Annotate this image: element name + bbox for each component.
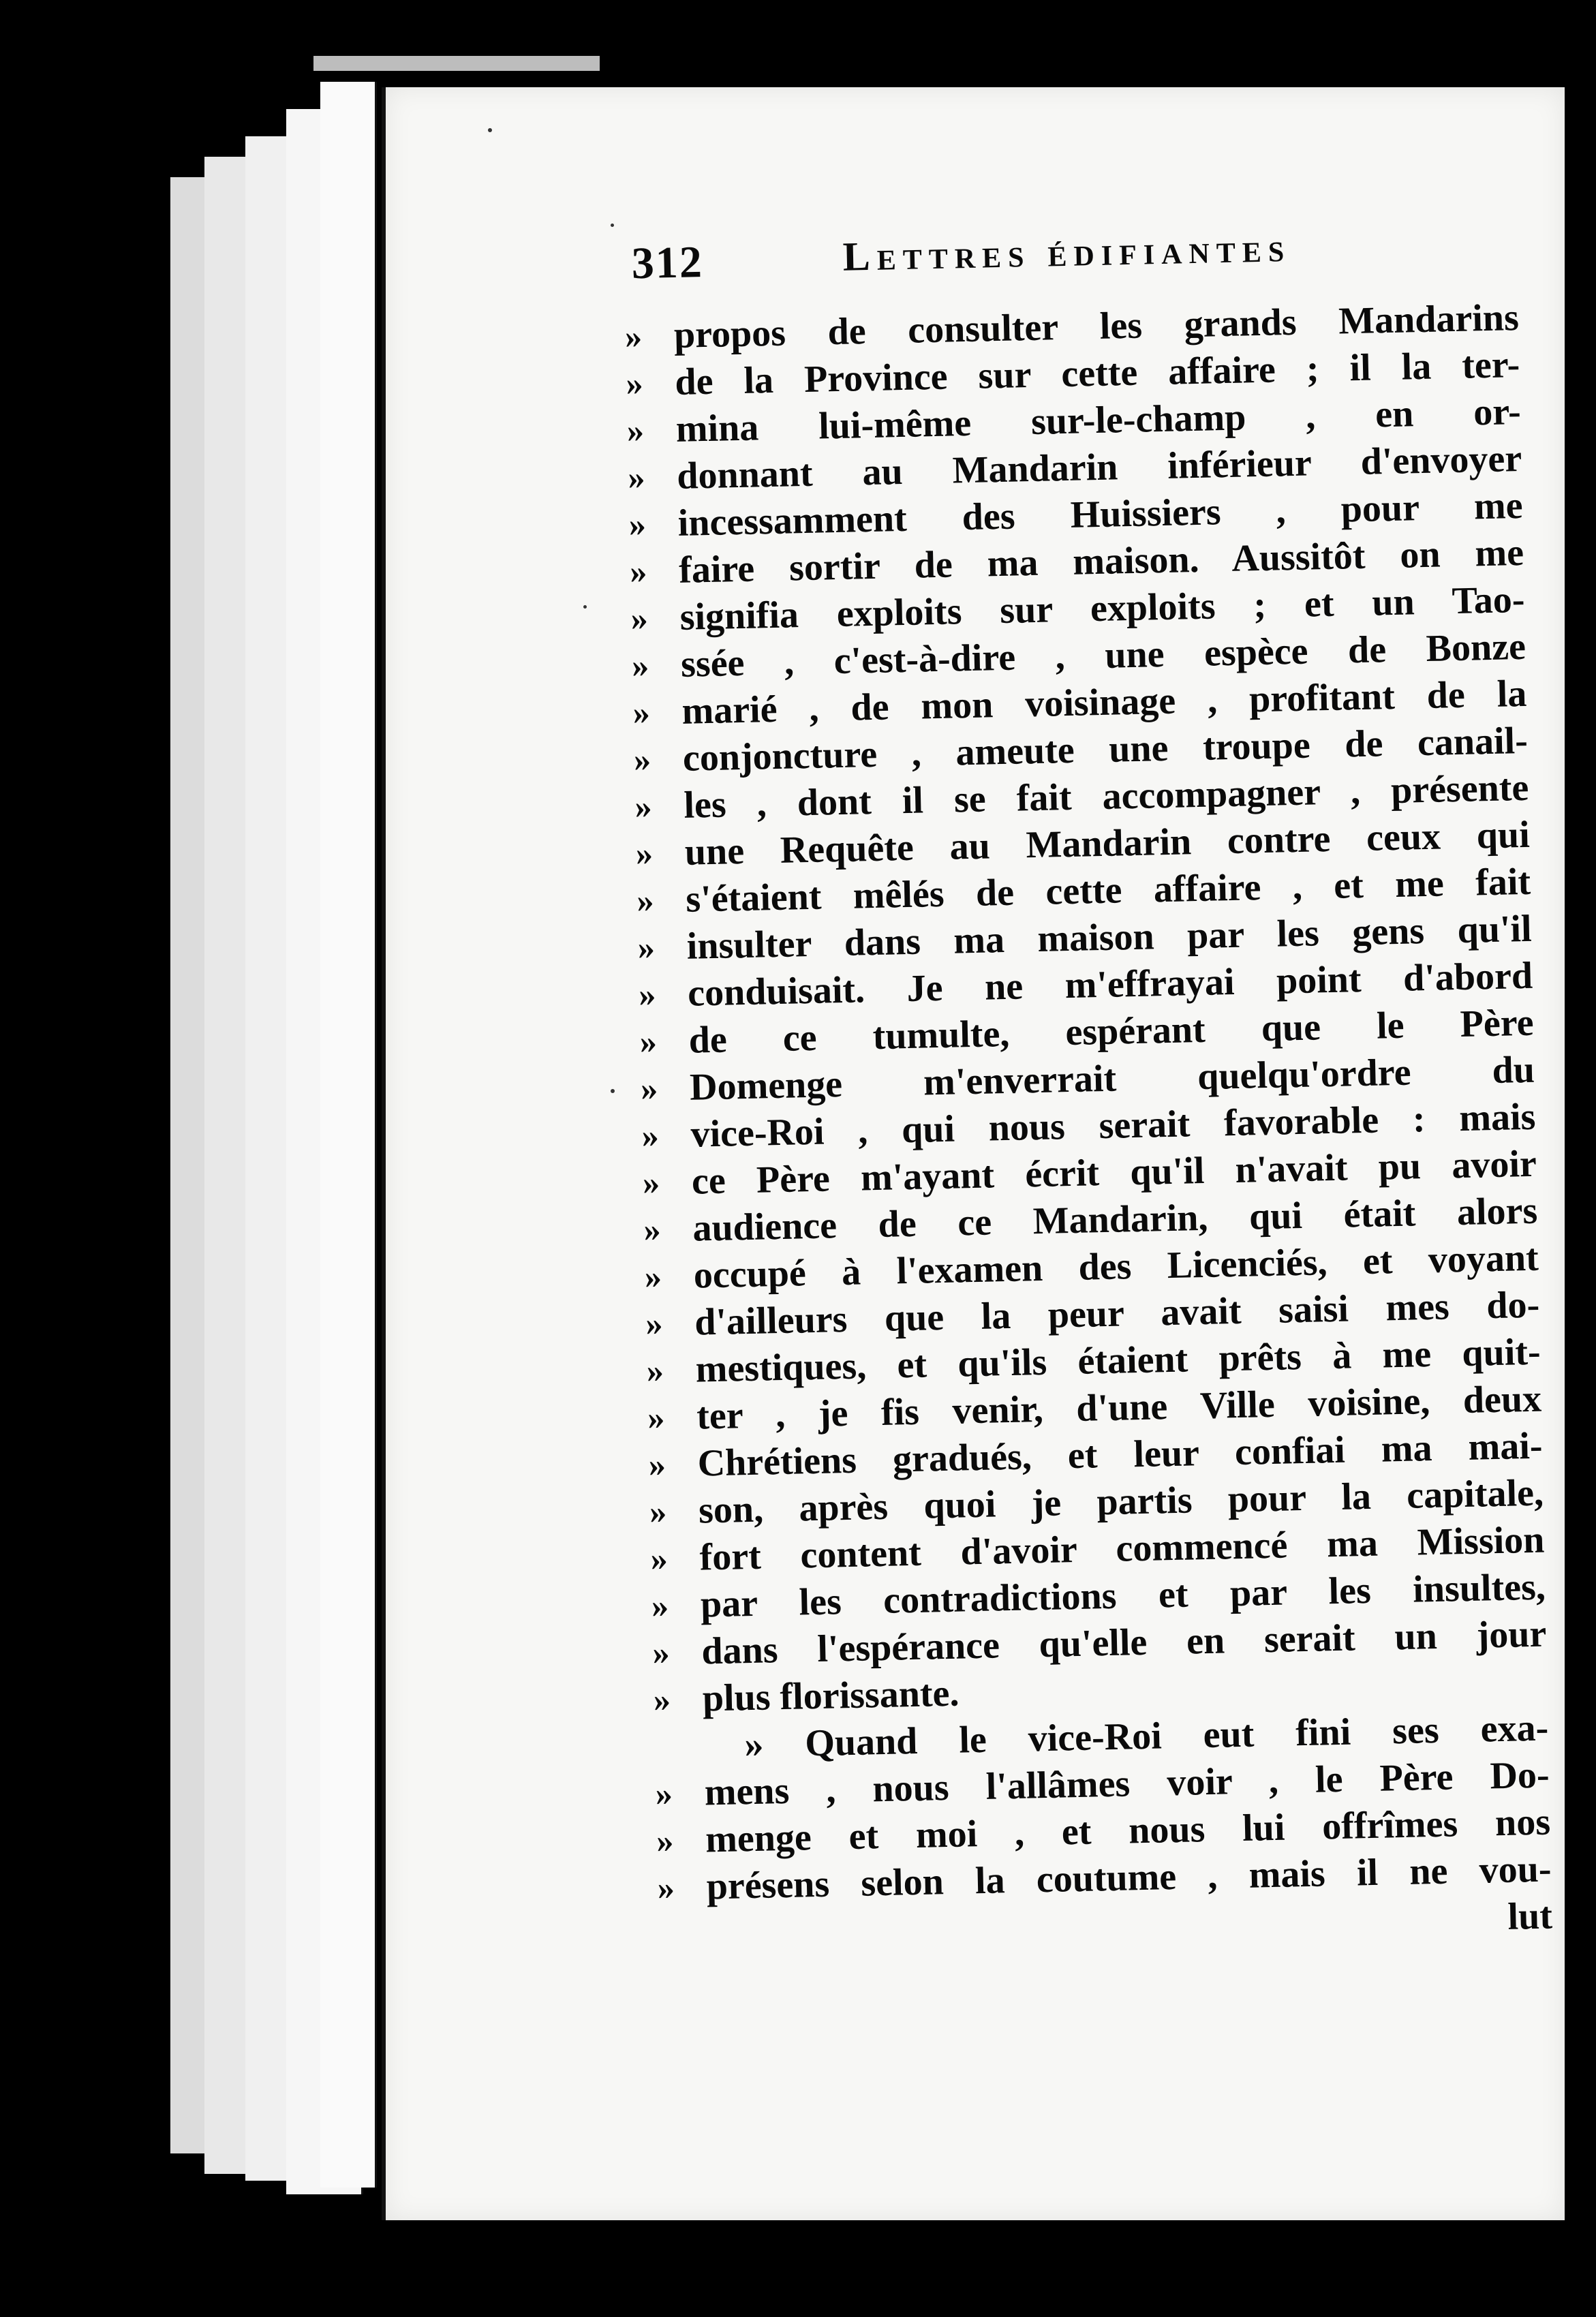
line-text: mina lui-même sur-le-champ , en or- [675, 390, 1522, 450]
quote-mark: » [635, 833, 654, 873]
quote-mark: » [645, 1304, 663, 1343]
page-content [624, 219, 1596, 1958]
quote-mark: » [627, 457, 645, 497]
line-text: ce Père m'ayant écrit qu'il n'avait pu avoir [691, 1142, 1537, 1203]
quote-mark: » [639, 1022, 658, 1061]
quote-mark: » [650, 1539, 669, 1578]
line-text: les , dont il se fait accompagner , présente [683, 766, 1529, 827]
line-text: audience de ce Mandarin, qui était alors [692, 1189, 1538, 1250]
line-text: de la Province sur cette affaire ; il la ter- [674, 343, 1520, 403]
line-text: s'étaient mêlés de cette affaire , et me fait [685, 860, 1531, 921]
quote-mark: » [624, 316, 643, 356]
line-text: mestiques, et qu'ils étaient prêts à me quit- [695, 1330, 1541, 1391]
page-header: Lettres édifiantes [842, 224, 1291, 279]
line-text: plus florissante. [702, 1672, 960, 1720]
line-text: mens , nous l'allâmes voir , le Père Do- [704, 1753, 1550, 1814]
line-text: Chrétiens gradués, et leur confiai ma mai- [697, 1424, 1544, 1485]
quote-mark: » [648, 1445, 666, 1484]
quote-mark: » [657, 1868, 675, 1907]
line-text: conjoncture , ameute une troupe de canail- [682, 719, 1529, 780]
quote-mark: » [625, 363, 644, 403]
line-text: faire sortir de ma maison. Aussitôt on me [678, 531, 1524, 592]
line-text: dans l'espérance qu'elle en serait un jour [701, 1612, 1547, 1673]
quote-mark: » [631, 645, 649, 685]
quote-mark: » [638, 975, 656, 1014]
line-text: menge et moi , et nous lui offrîmes nos [705, 1800, 1551, 1861]
quote-mark: » [643, 1210, 662, 1249]
quote-mark: » [628, 504, 647, 544]
line-text: par les contradictions et par les insultes, [700, 1565, 1546, 1626]
line-text: présens selon la coutume , mais il ne vou- [706, 1847, 1552, 1908]
line-text: donnant au Mandarin inférieur d'envoyer [676, 437, 1522, 497]
quote-mark: » [633, 739, 651, 779]
quote-mark: » [626, 410, 645, 450]
page-edge-top [313, 56, 600, 71]
quote-mark: » [651, 1586, 669, 1625]
quote-mark: » [649, 1492, 667, 1531]
line-text: conduisait. Je ne m'effrayai point d'abord [687, 954, 1533, 1015]
line-text: insulter dans ma maison par les gens qu'il [686, 907, 1533, 968]
page-number: 312 [631, 237, 704, 289]
line-text: de ce tumulte, espérant que le Père [688, 1001, 1535, 1062]
quote-mark: » [653, 1680, 671, 1719]
quote-mark: » [655, 1774, 673, 1813]
body-text [624, 294, 1596, 1958]
quote-mark: » [642, 1163, 660, 1202]
line-text: ter , je fis venir, d'une Ville voisine, deux [696, 1377, 1542, 1438]
line-text: d'ailleurs que la peur avait saisi mes do- [694, 1283, 1540, 1344]
paper-speck [611, 1089, 615, 1093]
paper-speck [611, 224, 614, 227]
book-page [382, 87, 1565, 2220]
line-text: Domenge m'enverrait quelqu'ordre du [689, 1048, 1535, 1109]
quote-mark: » [641, 1116, 660, 1155]
paper-speck [583, 605, 587, 609]
line-text: ssée , c'est-à-dire , une espèce de Bonze [680, 625, 1526, 686]
quote-mark: » [629, 551, 647, 591]
paper-speck [488, 128, 492, 132]
line-text: signifia exploits sur exploits ; et un Tao- [679, 578, 1526, 639]
quote-mark: » [630, 598, 649, 638]
quote-mark: » [646, 1351, 664, 1390]
line-text: incessamment des Huissiers , pour me [677, 484, 1524, 544]
line-text: une Requête au Mandarin contre ceux qui [684, 813, 1531, 874]
quote-mark: » [656, 1821, 674, 1860]
quote-mark: » [632, 692, 651, 732]
line-text: vice-Roi , qui nous serait favorable : mais [690, 1095, 1536, 1156]
quote-mark: » [634, 786, 653, 826]
quote-mark: » [640, 1069, 658, 1108]
line-text: propos de consulter les grands Mandarins [673, 296, 1520, 356]
page-edge [320, 82, 377, 2188]
line-text: occupé à l'examen des Licenciés, et voyant [693, 1236, 1539, 1297]
quote-mark: » [637, 927, 656, 967]
quote-mark: » [644, 1257, 662, 1296]
line-text: marié , de mon voisinage , profitant de la [681, 672, 1527, 733]
line-text: lut [1507, 1894, 1553, 1938]
line-text: » Quand le vice-Roi eut fini ses exa- [743, 1706, 1549, 1766]
line-text: son, après quoi je partis pour la capitale, [698, 1471, 1544, 1532]
quote-mark: » [636, 880, 654, 920]
quote-mark: » [651, 1633, 671, 1672]
quote-mark: » [647, 1398, 665, 1437]
line-text: fort content d'avoir commencé ma Mission [699, 1518, 1545, 1579]
